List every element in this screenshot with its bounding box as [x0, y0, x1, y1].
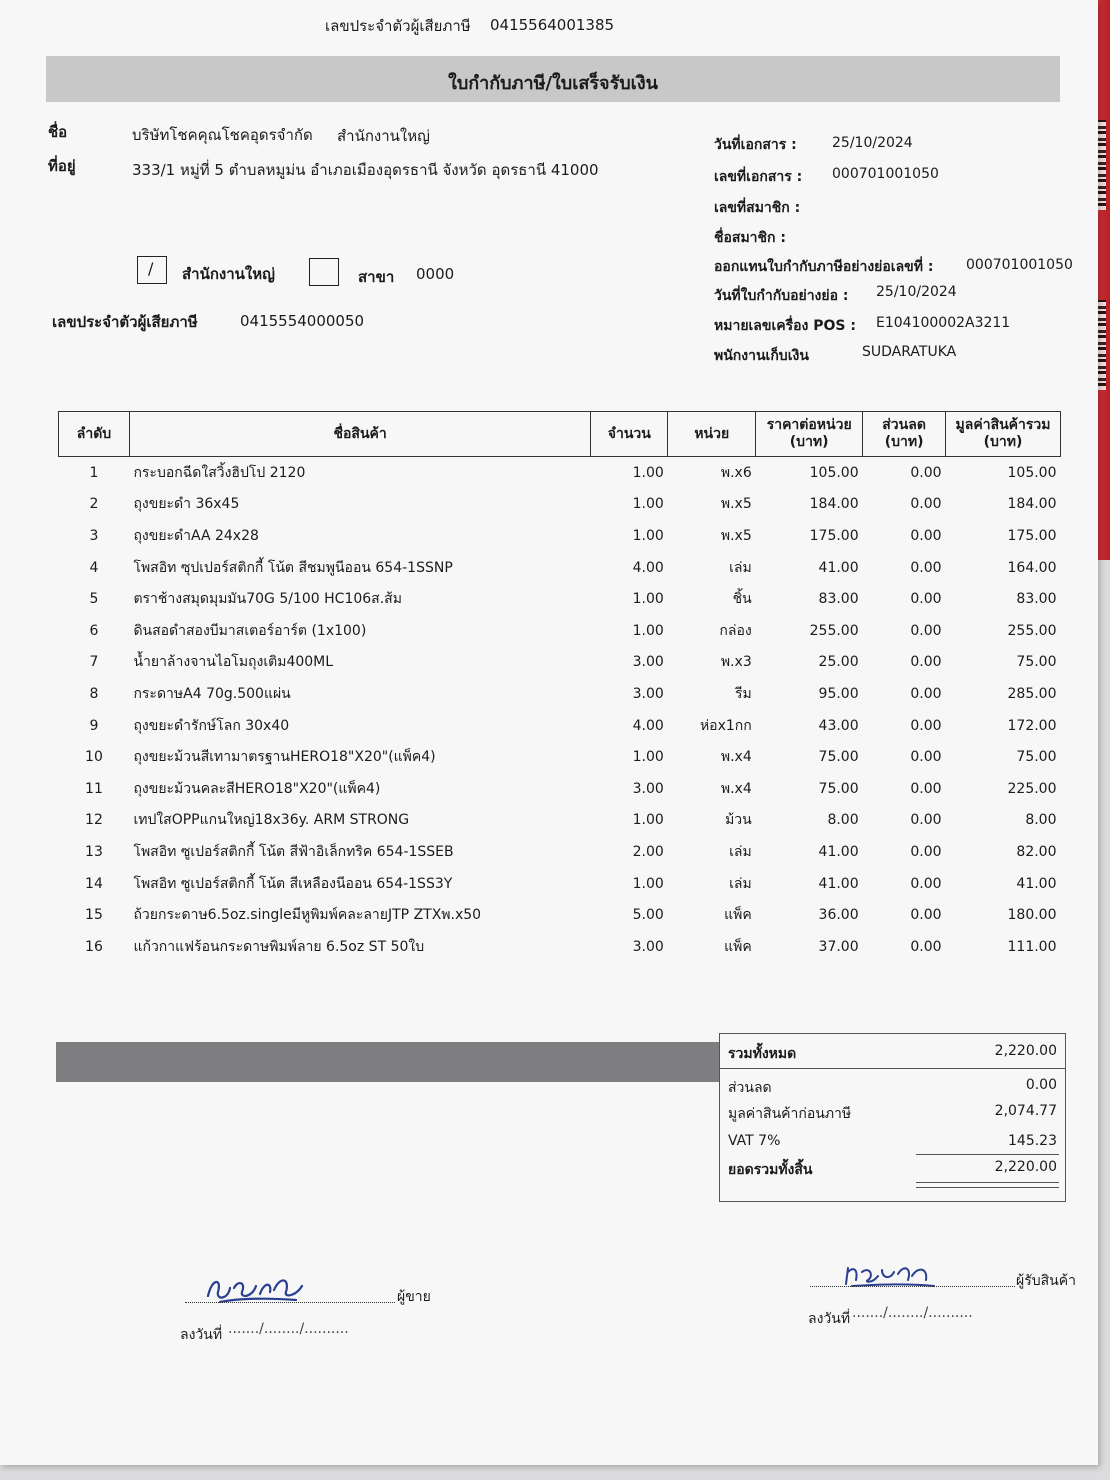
discount-row — [728, 1077, 1057, 1099]
customer-address-label: ที่อยู่ — [48, 157, 76, 175]
row-qty: 1.00 — [632, 875, 664, 892]
table-row — [59, 805, 1061, 837]
row-item-name: กระบอกฉีดใสวิ้งฮิปโป 2120 — [133, 464, 306, 481]
row-seq: 1 — [89, 464, 99, 481]
table-row — [59, 583, 1061, 615]
row-unit-price: 95.00 — [818, 685, 859, 702]
grand-total-value: 2,220.00 — [994, 1159, 1057, 1175]
row-seq: 4 — [89, 559, 99, 576]
row-unit: ชิ้น — [732, 591, 752, 608]
row-unit: พ.x5 — [720, 496, 752, 513]
title-bar — [46, 56, 1060, 102]
grand-total-top-rule — [916, 1154, 1059, 1155]
table-row — [59, 457, 1061, 489]
row-seq: 2 — [89, 496, 99, 513]
row-qty: 1.00 — [632, 812, 664, 829]
table-row — [59, 615, 1061, 647]
row-amount: 8.00 — [1025, 812, 1057, 829]
seller-date-label: ลงวันที่ — [180, 1327, 223, 1343]
table-row — [59, 899, 1061, 931]
row-unit-price: 8.00 — [827, 812, 859, 829]
discount-label: ส่วนลด — [728, 1080, 772, 1096]
grand-total-row — [728, 1159, 1057, 1181]
row-discount: 0.00 — [910, 875, 942, 892]
row-unit: เล่ม — [729, 559, 752, 576]
table-row — [59, 868, 1061, 900]
row-discount: 0.00 — [910, 717, 942, 734]
row-amount: 180.00 — [1007, 907, 1057, 924]
row-discount: 0.00 — [910, 654, 942, 671]
row-unit-price: 75.00 — [818, 780, 859, 797]
row-discount: 0.00 — [910, 812, 942, 829]
pos-number-label: หมายเลขเครื่อง POS : — [714, 318, 856, 334]
row-qty: 1.00 — [632, 527, 664, 544]
row-seq: 10 — [85, 749, 103, 766]
row-item-name: ถุงขยะดำ 36x45 — [133, 496, 240, 513]
col-header-unit-price: ราคาต่อหน่วย (บาท) — [756, 412, 863, 457]
receiver-sign-line — [810, 1286, 1015, 1287]
row-qty: 4.00 — [632, 717, 664, 734]
row-amount: 175.00 — [1007, 527, 1057, 544]
row-seq: 11 — [85, 780, 103, 797]
head-office-label: สำนักงานใหญ่ — [182, 265, 275, 283]
total-row — [728, 1043, 1057, 1065]
row-discount: 0.00 — [910, 780, 942, 797]
col-header-unit: หน่วย — [668, 412, 756, 457]
col-header-seq: ลำดับ — [59, 412, 130, 457]
vat-value: 145.23 — [1008, 1133, 1057, 1149]
grand-total-label: ยอดรวมทั้งสิ้น — [728, 1162, 813, 1178]
row-unit-price: 255.00 — [809, 622, 859, 639]
row-seq: 3 — [89, 527, 99, 544]
pretax-label: มูลค่าสินค้าก่อนภาษี — [728, 1106, 852, 1122]
doc-date-label: วันที่เอกสาร : — [714, 137, 797, 153]
table-header-row — [59, 412, 1061, 457]
col-header-discount: ส่วนลด (บาท) — [863, 412, 946, 457]
row-unit: พ.x4 — [720, 780, 752, 797]
vat-row — [728, 1133, 1057, 1149]
customer-taxid-label: เลขประจำตัวผู้เสียภาษี — [52, 313, 198, 331]
abbr-invoice-no-label: ออกแทนใบกำกับภาษีอย่างย่อเลขที่ : — [714, 259, 934, 275]
row-amount: 285.00 — [1007, 685, 1057, 702]
row-item-name: ถุงขยะดำAA 24x28 — [133, 527, 259, 544]
doc-date: 25/10/2024 — [832, 135, 913, 151]
row-unit: รีม — [734, 685, 752, 702]
row-seq: 15 — [85, 907, 103, 924]
pos-number: E104100002A3211 — [876, 315, 1011, 331]
row-amount: 82.00 — [1016, 843, 1057, 860]
cashier-name: SUDARATUKA — [862, 344, 957, 360]
cashier-label: พนักงานเก็บเงิน — [714, 348, 809, 364]
table-row — [59, 931, 1061, 963]
row-seq: 13 — [85, 843, 103, 860]
row-qty: 5.00 — [632, 907, 664, 924]
total-value: 2,220.00 — [994, 1043, 1057, 1059]
row-unit-price: 105.00 — [809, 464, 859, 481]
table-row — [59, 741, 1061, 773]
grand-total-double-rule — [916, 1182, 1059, 1183]
pretax-row — [728, 1103, 1057, 1125]
customer-name-label: ชื่อ — [48, 123, 68, 141]
col-header-item: ชื่อสินค้า — [129, 412, 590, 457]
row-qty: 3.00 — [632, 938, 664, 955]
discount-value: 0.00 — [1025, 1077, 1057, 1093]
table-row — [59, 710, 1061, 742]
row-qty: 4.00 — [632, 559, 664, 576]
doc-number-label: เลขที่เอกสาร : — [714, 169, 803, 185]
member-number-label: เลขที่สมาชิก : — [714, 200, 801, 216]
row-unit-price: 184.00 — [809, 496, 859, 513]
table-row — [59, 836, 1061, 868]
receiver-date-label: ลงวันที่ — [808, 1311, 851, 1327]
row-item-name: ตราช้างสมุดมุมมัน70G 5/100 HC106ส.ส้ม — [133, 591, 402, 608]
row-seq: 12 — [85, 812, 103, 829]
row-amount: 255.00 — [1007, 622, 1057, 639]
row-amount: 83.00 — [1016, 591, 1057, 608]
col-header-qty: จำนวน — [591, 412, 668, 457]
top-taxid-value: 0415564001385 — [490, 16, 615, 34]
row-qty: 3.00 — [632, 780, 664, 797]
row-item-name: ดินสอดำสองบีมาสเตอร์อาร์ต (1x100) — [133, 622, 367, 639]
member-name-label: ชื่อสมาชิก : — [714, 230, 786, 246]
items-table — [58, 411, 1061, 963]
abbr-invoice-date-label: วันที่ใบกำกับอย่างย่อ : — [714, 288, 849, 304]
table-row — [59, 773, 1061, 805]
row-qty: 3.00 — [632, 654, 664, 671]
row-item-name: ถุงขยะม้วนคละสีHERO18"X20"(แพ็ค4) — [133, 780, 381, 797]
row-unit-price: 41.00 — [818, 843, 859, 860]
row-unit: เล่ม — [729, 843, 752, 860]
table-row — [59, 552, 1061, 584]
total-label: รวมทั้งหมด — [728, 1046, 797, 1062]
row-seq: 16 — [85, 938, 103, 955]
row-item-name: โพสอิท ซุปเปอร์สติกกี้ โน้ต สีชมพูนีออน 654-1SSNP — [133, 559, 453, 576]
branch-label: สาขา — [358, 268, 395, 286]
row-item-name: น้ำยาล้างจานไอโมถุงเติม400ML — [133, 654, 334, 671]
row-amount: 105.00 — [1007, 464, 1057, 481]
row-discount: 0.00 — [910, 496, 942, 513]
grand-total-double-rule — [916, 1187, 1059, 1188]
row-qty: 1.00 — [632, 622, 664, 639]
row-qty: 2.00 — [632, 843, 664, 860]
row-seq: 5 — [89, 591, 99, 608]
abbr-invoice-date: 25/10/2024 — [876, 284, 957, 300]
row-seq: 8 — [89, 685, 99, 702]
branch-checkbox[interactable] — [309, 258, 339, 286]
row-item-name: กระดาษA4 70g.500แผ่น — [133, 685, 291, 702]
row-unit-price: 37.00 — [818, 938, 859, 955]
row-item-name: เทปใสOPPแกนใหญ่18x36y. ARM STRONG — [133, 812, 410, 829]
row-item-name: โพสอิท ซูเปอร์สติกกี้ โน้ต สีฟ้าอิเล็กทริค 654-1SSEB — [133, 843, 454, 860]
row-discount: 0.00 — [910, 843, 942, 860]
doc-number: 000701001050 — [832, 166, 939, 182]
check-mark-icon: / — [148, 259, 154, 278]
row-unit: ห่อx1กก — [699, 717, 752, 734]
row-qty: 1.00 — [632, 591, 664, 608]
row-unit: พ.x5 — [720, 527, 752, 544]
row-qty: 3.00 — [632, 685, 664, 702]
row-discount: 0.00 — [910, 464, 942, 481]
head-office-checkbox[interactable] — [137, 256, 167, 284]
row-amount: 75.00 — [1016, 654, 1057, 671]
row-unit-price: 83.00 — [818, 591, 859, 608]
row-item-name: ถุงขยะดำรักษ์โลก 30x40 — [133, 717, 290, 734]
row-discount: 0.00 — [910, 622, 942, 639]
row-unit: แพ็ค — [724, 938, 752, 955]
row-unit-price: 41.00 — [818, 559, 859, 576]
top-taxid-label: เลขประจำตัวผู้เสียภาษี — [325, 17, 471, 35]
totals-box — [719, 1033, 1066, 1202]
totals-gray-bar — [56, 1042, 720, 1082]
totals-divider — [720, 1068, 1065, 1069]
row-unit: แพ็ค — [724, 907, 752, 924]
row-qty: 1.00 — [632, 464, 664, 481]
row-discount: 0.00 — [910, 685, 942, 702]
receiver-label: ผู้รับสินค้า — [1016, 1273, 1076, 1289]
row-amount: 225.00 — [1007, 780, 1057, 797]
row-item-name: โพสอิท ซูเปอร์สติกกี้ โน้ต สีเหลืองนีออน 654-1SS3Y — [133, 875, 453, 892]
row-discount: 0.00 — [910, 749, 942, 766]
row-amount: 75.00 — [1016, 749, 1057, 766]
row-discount: 0.00 — [910, 559, 942, 576]
row-unit-price: 25.00 — [818, 654, 859, 671]
row-seq: 6 — [89, 622, 99, 639]
table-row — [59, 489, 1061, 521]
row-unit-price: 175.00 — [809, 527, 859, 544]
row-seq: 14 — [85, 875, 103, 892]
col-header-amount: มูลค่าสินค้ารวม (บาท) — [946, 412, 1061, 457]
row-qty: 1.00 — [632, 749, 664, 766]
row-item-name: แก้วกาแฟร้อนกระดาษพิมพ์ลาย 6.5oz ST 50ใบ — [133, 938, 425, 955]
row-seq: 9 — [89, 717, 99, 734]
seller-label: ผู้ขาย — [397, 1289, 431, 1305]
row-unit: กล่อง — [719, 622, 752, 639]
row-amount: 41.00 — [1016, 875, 1057, 892]
row-amount: 164.00 — [1007, 559, 1057, 576]
table-row — [59, 678, 1061, 710]
customer-taxid: 0415554000050 — [240, 312, 365, 330]
document-title: ใบกำกับภาษี/ใบเสร็จรับเงิน — [448, 73, 658, 94]
row-unit: เล่ม — [729, 875, 752, 892]
row-unit-price: 43.00 — [818, 717, 859, 734]
table-row — [59, 520, 1061, 552]
customer-address: 333/1 หมู่ที่ 5 ตำบลหมูม่น อำเภอเมืองอุดรธานี จังหวัด อุดรธานี 41000 — [132, 161, 599, 179]
row-seq: 7 — [89, 654, 99, 671]
row-unit: พ.x4 — [720, 749, 752, 766]
row-discount: 0.00 — [910, 591, 942, 608]
seller-date-blank: ......./......../.......... — [228, 1321, 349, 1337]
row-discount: 0.00 — [910, 907, 942, 924]
row-unit: พ.x3 — [720, 654, 752, 671]
receiver-date-blank: ......./......../.......... — [852, 1305, 973, 1321]
table-row — [59, 647, 1061, 679]
row-amount: 172.00 — [1007, 717, 1057, 734]
row-unit-price: 36.00 — [818, 907, 859, 924]
row-unit-price: 75.00 — [818, 749, 859, 766]
row-qty: 1.00 — [632, 496, 664, 513]
row-unit: ม้วน — [725, 812, 752, 829]
row-item-name: ถุงขยะม้วนสีเทามาตรฐานHERO18"X20"(แพ็ค4) — [133, 749, 436, 766]
abbr-invoice-no: 000701001050 — [966, 257, 1073, 273]
row-discount: 0.00 — [910, 938, 942, 955]
row-amount: 111.00 — [1007, 938, 1057, 955]
customer-name: บริษัทโชคคุณโชคอุดรจำกัด — [132, 126, 313, 144]
row-unit: พ.x6 — [720, 464, 752, 481]
row-discount: 0.00 — [910, 527, 942, 544]
row-unit-price: 41.00 — [818, 875, 859, 892]
customer-branch: สำนักงานใหญ่ — [337, 127, 430, 145]
seller-sign-line — [185, 1302, 395, 1303]
row-amount: 184.00 — [1007, 496, 1057, 513]
vat-label: VAT 7% — [728, 1133, 781, 1149]
row-item-name: ถ้วยกระดาษ6.5oz.singleมีหูพิมพ์คละลายJTP ZTXพ.x50 — [133, 907, 482, 924]
branch-number: 0000 — [416, 265, 455, 283]
pretax-value: 2,074.77 — [994, 1103, 1057, 1119]
